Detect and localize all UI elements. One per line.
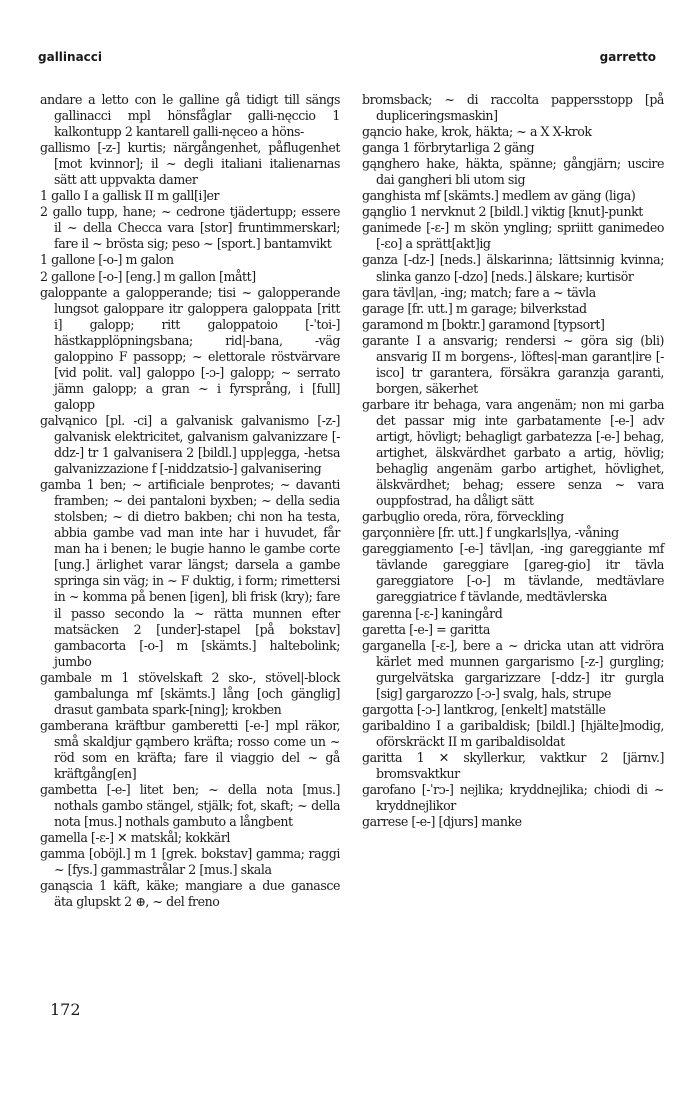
dictionary-entry: 2 gallone [-o-] [eng.] m gallon [mått] — [40, 268, 256, 284]
dictionary-entry: gąnghero hake, häkta, spänne; gångjärn; uscire dai gangheri bli utom sig — [362, 156, 664, 188]
dictionary-entry: garçonnière [fr. utt.] f ungkarls|lya, -våning — [362, 525, 619, 541]
dictionary-entry: garbųglio oreda, röra, förveckling — [362, 509, 564, 525]
dictionary-entry: ganimede [-ɛ-] m skön yngling; spriitt ganimedeo [-ɛo] a sprätt[akt]ig — [362, 220, 664, 252]
page-number: 172 — [50, 1000, 81, 1019]
right-column — [362, 92, 664, 830]
dictionary-entry: garenna [-ɛ-] kaningård — [362, 605, 503, 621]
dictionary-entry: gamma [oböjl.] m 1 [grek. bokstav] gamma; raggi ~ [fys.] gammastrålar 2 [mus.] skala — [40, 846, 340, 878]
dictionary-entry: garibaldino I a garibaldisk; [bildl.] [hjälte]modig, oförskräckt II m garibaldisoldat — [362, 717, 664, 749]
dictionary-entry: ganąscia 1 käft, käke; mangiare a due ganasce äta glupskt 2 ⊕, ~ del freno — [40, 878, 340, 910]
dictionary-entry: gąncio hake, krok, häkta; ~ a X X-krok — [362, 124, 592, 140]
left-column — [40, 92, 340, 910]
dictionary-entry: garage [fr. utt.] m garage; bilverkstad — [362, 300, 587, 316]
dictionary-entry: 1 gallo I a gallisk II m gall[i]er — [40, 188, 220, 204]
dictionary-entry: gamba 1 ben; ~ artificiale benprotes; ~ davanti framben; ~ dei pantaloni byxben; ~ della sedia stolsben; ~ di dietro bakben; chi non ha testa, abbia gambe vad man inte har i huvudet, får man ha i benen; le bugie hanno le gambe corte [ung.] ärlighet varar längst; darsela a gambe springa sin väg; in ~ F duktig, i form; rimettersi in ~ komma på benen [igen], bli frisk (kry); fare il passo secondo la ~ rätta munnen efter matsäcken 2 [under]-stapel [på bokstav] gambacorta [-o-] m [skämts.] haltebolink; jumbo — [40, 477, 340, 669]
dictionary-entry: garamond m [boktr.] garamond [typsort] — [362, 316, 605, 332]
dictionary-entry: gamella [-ɛ-] ✕ matskål; kokkärl — [40, 830, 230, 846]
dictionary-entry: gallismo [-z-] kurtis; närgångenhet, påflugenhet [mot kvinnor]; il ~ degli italiani italienarnas sätt att uppvakta damer — [40, 140, 340, 188]
dictionary-entry: gąnglio 1 nervknut 2 [bildl.] viktig [knut]-punkt — [362, 204, 643, 220]
running-head-left: gallinacci — [38, 50, 103, 64]
dictionary-entry: ganza [-dz-] [neds.] älskarinna; lättsinnig kvinna; slinka ganzo [-dzo] [neds.] älskare; kurtisör — [362, 252, 664, 284]
dictionary-entry: galvąnico [pl. -ci] a galvanisk galvanismo [-z-] galvanisk elektricitet, galvanism galvanizzare [-ddz-] tr 1 galvanisera 2 [bildl.] upp|egga, -hetsa galvanizzazione f [-niddzatsio-] galvanisering — [40, 412, 340, 477]
dictionary-entry: gamberana kräftbur gamberetti [-e-] mpl räkor, små skaldjur gąmbero kräfta; rosso come un ~ röd som en kräfta; fare il viaggio del ~ gå kräftgång[en] — [40, 717, 340, 781]
dictionary-entry: gambale m 1 stövelskaft 2 sko-, stövel|-block gambalunga mf [skämts.] lång [och gänglig] drasut gambata spark-[ning]; krokben — [40, 669, 340, 717]
dictionary-entry: gambetta [-e-] litet ben; ~ della nota [mus.] nothals gambo stängel, stjälk; fot, skaft; ~ della nota [mus.] nothals gambuto a långbent — [40, 782, 340, 830]
dictionary-entry: andare a letto con le galline gå tidigt till sängs gallinacci mpl hönsfåglar galli-nęccio 1 kalkontupp 2 kantarell galli-nęceo a höns- — [40, 92, 340, 140]
dictionary-entry: bromsback; ~ di raccolta pappersstopp [på dupliceringsmaskin] — [362, 92, 664, 124]
dictionary-entry: galoppante a galopperande; tisi ~ galopperande lungsot galoppare itr galoppera galoppata [ritt i] galopp; ritt galoppatoio [-ˈtoi-] hästkapplöpningsbana; rid|-bana, -väg galoppino F passopp; ~ elettorale röstvärvare [vid polit. val] galoppo [-ɔ-] galopp; ~ serrato jämn galopp; a gran ~ i fyrsprång, i [full] galopp — [40, 284, 340, 412]
dictionary-entry: garrese [-e-] [djurs] manke — [362, 814, 522, 830]
dictionary-entry: garganella [-ɛ-], bere a ~ dricka utan att vidröra kärlet med munnen gargarismo [-z-] gurgling; gurgelvätska gargarizzare [-ddz-] itr gurgla [sig] gargarozzo [-ɔ-] svalg, hals, strupe — [362, 637, 664, 701]
dictionary-entry: gareggiamento [-e-] tävl|an, -ing gareggiante mf tävlande gareggiare [gareg-gio] itr tävla gareggiatore [-o-] m tävlande, medtävlare gareggiatrice f tävlande, medtävlerska — [362, 541, 664, 605]
dictionary-entry: garofano [-ˈrɔ-] nejlika; kryddnejlika; chiodi di ~ kryddnejlikor — [362, 782, 664, 814]
dictionary-entry: garbare itr behaga, vara angenäm; non mi garba det passar mig inte garbatamente [-e-] adv artigt, hövligt; behagligt garbatezza [-e-] behag, artighet, älskvärdhet garbato a artig, hövlig; behaglig angenäm garbo artighet, hövlighet, älskvärdhet; behag; essere senza ~ vara ouppfostrad, ha dåligt sätt — [362, 396, 664, 509]
running-head-right: garretto — [599, 50, 656, 64]
dictionary-entry: gara tävl|an, -ing; match; fare a ~ tävla — [362, 284, 596, 300]
dictionary-entry: garante I a ansvarig; rendersi ~ göra sig (bli) ansvarig II m borgens-, löftes|-man garant|ire [-isco] tr garantera, försäkra garanzįa garanti, borgen, säkerhet — [362, 332, 664, 396]
dictionary-entry: 2 gallo tupp, hane; ~ cedrone tjädertupp; essere il ~ della Checca vara [stor] fruntimmerskarl; fare il ~ brösta sig; peso ~ [sport.] bantamvikt — [40, 204, 340, 252]
dictionary-entry: gargotta [-ɔ-] lantkrog, [enkelt] matställe — [362, 701, 606, 717]
dictionary-entry: 1 gallone [-o-] m galon — [40, 252, 174, 268]
dictionary-entry: ganghista mf [skämts.] medlem av gäng (liga) — [362, 188, 636, 204]
dictionary-entry: garitta 1 ✕ skyllerkur, vaktkur 2 [järnv.] bromsvaktkur — [362, 749, 664, 781]
dictionary-entry: ganga 1 förbrytarliga 2 gäng — [362, 140, 535, 156]
dictionary-entry: garetta [-e-] = garitta — [362, 621, 490, 637]
